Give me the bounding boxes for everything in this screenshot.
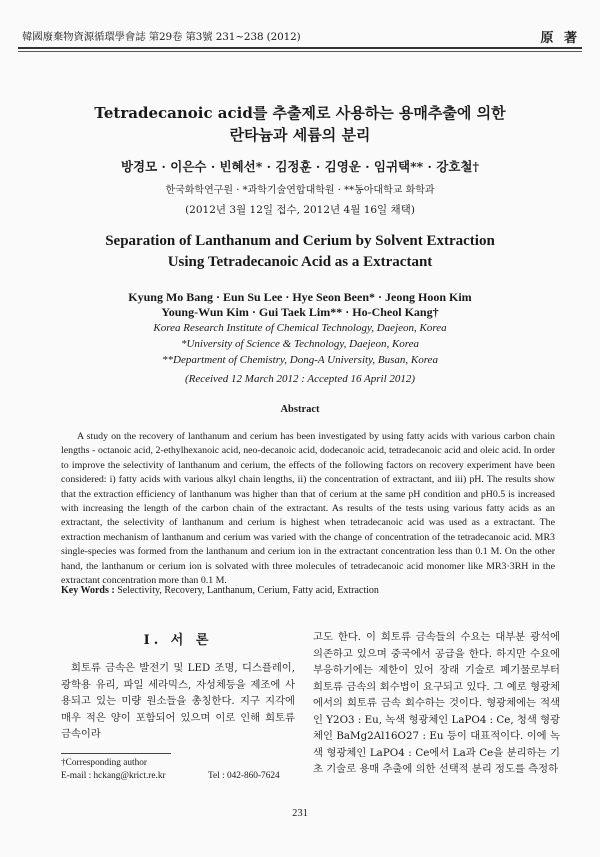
korean-affiliations: 한국화학연구원 · *과학기술연합대학원 · **동아대학교 화학과	[165, 185, 435, 196]
english-authors-line-2: Young-Wun Kim · Gui Taek Lim** · Ho-Cheol Kang†	[161, 305, 439, 319]
abstract-heading: Abstract	[280, 404, 320, 415]
right-column-text: 고도 한다. 이 희토류 금속들의 수요는 대부분 광석에 의존하고 있으며 중국에서 공급을 한다. 하지만 수요에 부응하기에는 제한이 있어 장래 기술로 폐기물로부터 희토류 금속의 회수법이 요구되고 있다. 그 예로 형광체에서의 희토류 금속 회수하는 것이다. 형광체에는 적색인 Y2O3 : Eu, 녹색 형광체인 LaPO4 : Ce, 청색 형광체인 BaMg2Al16O27 : Eu 등이 대표적이다. 이에 녹색 형광체인 LaPO4 : Ce에서 La과 Ce을 분리하는 기초 기술로 용매 추출에 의한 선택적 분리 정도를 측정하	[313, 631, 560, 775]
page-number: 231	[292, 808, 308, 819]
corresponding-author: †Corresponding author	[61, 758, 147, 768]
korean-dates: (2012년 3월 12일 접수, 2012년 4월 16일 채택)	[185, 204, 415, 216]
affiliation-1: Korea Research Institute of Chemical Technology, Daejeon, Korea	[153, 322, 447, 334]
keywords-label: Key Words :	[61, 585, 115, 596]
affiliation-3: **Department of Chemistry, Dong-A University, Busan, Korea	[162, 354, 438, 366]
right-column	[313, 629, 560, 778]
abstract-text: A study on the recovery of lanthanum and cerium has been investigated by using fatty acids with various carbon chain lengths - octanoic acid, 2-ethylhexanoic acid, neo-decanoic acid, dodecanoic acid, tetradecanoic acid and oleic acid. In order to improve the selectivity of lanthanum and cerium, the effects of the following factors on recovery experiment have been considered: i) fatty acids with various alkyl chain lengths, ii) the concentration of extractant, and iii) pH. The results show that the extraction efficiency of lanthanum was higher than that of cerium at the same pH condition and pH0.5 is increased with increasing the length of the carbon chain of the extractant. As results of the tests using various fatty acids as an extractant, the selectivity of lanthanum and cerium is highest when tetradecanoic acid was used as a extractant. The extraction mechanism of lanthanum and cerium was varied with the change of concentration of the tetradecanoic acid. MR3 single-species was formed from the lanthanum and cerium ion in the extractant concentration less than 0.1 M. On the other hand, the lanthanum or cerium ion is solvated with three molecules of tetradecanoic acid monomer like MR3·3RH in the extractant concentration more than 0.1 M.	[61, 431, 555, 587]
english-title-line-1: Separation of Lanthanum and Cerium by Solvent Extraction	[105, 233, 495, 249]
keywords-text: Selectivity, Recovery, Lanthanum, Cerium, Fatty acid, Extraction	[117, 585, 379, 596]
abstract-body	[61, 430, 555, 588]
keywords	[61, 585, 379, 596]
korean-title-line-1: Tetradecanoic acid를 추출제로 사용하는 용매추출에 의한	[94, 104, 506, 122]
left-column	[61, 629, 295, 743]
affiliation-2: *University of Science & Technology, Daejeon, Korea	[180, 338, 420, 350]
korean-authors: 방경모 · 이은수 · 빈혜선* · 김정훈 · 김영운 · 임귀택** · 강호철†	[120, 159, 480, 174]
received-accepted-dates: (Received 12 March 2012 : Accepted 16 April 2012)	[184, 373, 416, 385]
korean-title-line-2: 란타늄과 세륨의 분리	[229, 126, 371, 144]
author-email: E-mail : hckang@krict.re.kr	[61, 771, 166, 781]
article-type-badge: 原 著	[540, 31, 580, 46]
footnote-rule	[61, 753, 171, 754]
english-authors-line-1: Kyung Mo Bang · Eun Su Lee · Hye Seon Been* · Jeong Hoon Kim	[128, 290, 472, 304]
english-title-line-2: Using Tetradecanoic Acid as a Extractant	[167, 254, 433, 270]
left-column-text: 희토류 금속은 발전기 및 LED 조명, 디스플레이, 광학용 유리, 파일 세라믹스, 자성체등을 제조에 사용되고 있는 미량 원소들을 총칭한다. 지구 지각에 매우 적은 양이 포함되어 있으며 이로 인해 희토류 금속이라	[61, 662, 295, 740]
author-tel: Tel : 042-860-7624	[208, 771, 280, 781]
journal-citation: 韓國廢棄物資源循環學會誌 第29卷 第3號 231~238 (2012)	[22, 31, 301, 43]
header-rule	[18, 47, 582, 49]
section-heading: I. 서 론	[143, 633, 213, 648]
header-rule-thin	[18, 51, 582, 52]
